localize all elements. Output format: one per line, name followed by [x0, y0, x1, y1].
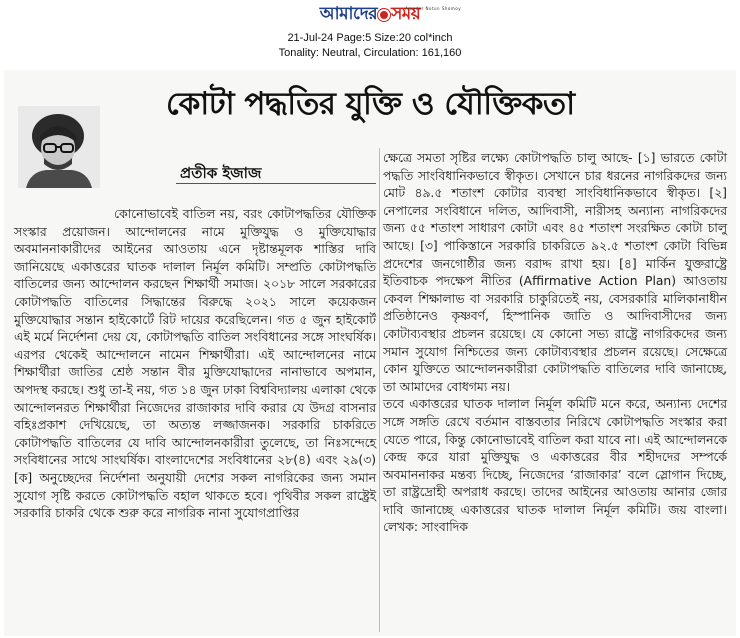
article-headline: কোটা পদ্ধতির যুক্তি ও যৌক্তিকতা — [166, 86, 575, 122]
article-paragraph: ক্ষেত্রে সমতা সৃষ্টির লক্ষ্যে কোটাপদ্ধতি চালু আছে- [১] ভারতে কোটা পদ্ধতি সাংবিধানিকভাবে স্বীকৃত। সেখানে চার ধরনের নাগরিকদের জন্য মোট ৪৯.৫ শতাংশ কোটার ব্যবস্থা সাংবিধানিকভাবে স্বীকৃত। [২] নেপালের সংবিধানে দলিত, আদিবাসী, নারীসহ অন্যান্য নাগরিকদের জন্য ৫৫ শতাংশ সাধারণ কোটা এবং ৪৫ শতাংশ সংরক্ষিত কোটা চালু আছে। [৩] পাকিস্তানে সরকারি চাকরিতে ৯২.৫ শতাংশ কোটা বিভিন্ন প্রদেশের জনগোষ্ঠীর জন্য বরাদ্দ রাখা হয়। [৪] মার্কিন যুক্তরাষ্ট্রে ইতিবাচক পদক্ষেপ নীতির (Affirmative Action Plan) আওতায় কেবল শিক্ষালাভ বা সরকারি চাকুরিতেই নয়, বেসরকারি মালিকানাধীন প্রতিষ্ঠানেও কৃষ্ণবর্ণ, হিস্পানিক জাতি ও আদিবাসীদের জন্য কোটাব্যবস্থার প্রচলন রয়েছে। যে কোনো সভ্য রাষ্ট্রে নাগরিকদের জন্য সমান সুযোগ নিশ্চিতের জন্য কোটাব্যবস্থার প্রচলন রয়েছে। সেক্ষেত্রে কোন যুক্তিতে আন্দোলনকারীরা কোটাপদ্ধতি বাতিলের দাবি জানাচ্ছে, তা আমাদের বোধগম্য নয়। — [383, 151, 727, 394]
article-column-left — [14, 206, 376, 523]
logo-text-left: আমাদের — [319, 4, 378, 24]
byline-divider — [176, 183, 376, 184]
clip-meta-date-page: 21-Jul-24 Page:5 Size:20 col*inch — [287, 32, 453, 44]
article-author: প্রতীক ইজাজ — [180, 164, 262, 182]
article-clipping — [4, 70, 736, 636]
article-paragraph: কোনোভাবেই বাতিল নয়, বরং কোটাপদ্ধতির যৌক্তিক সংস্কার প্রয়োজন। আন্দোলনের নামে মুক্তিযুদ্ধ ও মুক্তিযোদ্ধার অবমাননাকারীদের আইনের আওতায় এনে দৃষ্টান্তমূলক শাস্তির দাবি জানিয়েছে একাত্তরের ঘাতক দালাল নির্মূল কমিটি। সম্প্রতি কোটাপদ্ধতি বাতিলের জন্য আন্দোলন করছেন শিক্ষার্থী সমাজ। ২০১৮ সালে সরকারের কোটাপদ্ধতি বাতিলের সিদ্ধান্তের বিরুদ্ধে ২০২১ সালে কয়েকজন মুক্তিযোদ্ধার সন্তান হাইকোর্টে রিট দায়ের করেছিলেন। গত ৫ জুন হাইকোর্ট এই মর্মে নির্দেশনা দেয় যে, কোটাপদ্ধতি বাতিল সংবিধানের সঙ্গে সাংঘর্ষিক। এরপর থেকেই আন্দোলনে নামেন শিক্ষার্থীরা। এই আন্দোলনের নামে শিক্ষার্থীরা জাতির শ্রেষ্ঠ সন্তান বীর মুক্তিযোদ্ধাদের নানাভাবে অপমান, অপদস্থ করছে। শুধু তা-ই নয়, গত ১৪ জুন ঢাকা বিশ্ববিদ্যালয় এলাকা থেকে আন্দোলনরত শিক্ষার্থীরা নিজেদের রাজাকার দাবি করার যে উদগ্র বাসনার বহিঃপ্রকাশ দেখিয়েছে, তা অত্যন্ত লজ্জাজনক। সরকারি চাকরিতে কোটাপদ্ধতি বাতিলের যে দাবি আন্দোলনকারীরা তুলেছে, তা নিঃসন্দেহে সংবিধানের সাথে সাংঘর্ষিক। বাংলাদেশের সংবিধানের ২৮(৪) এবং ২৯(৩) [ক] অনুচ্ছেদের নির্দেশনা অনুযায়ী দেশের সকল নাগরিকের জন্য সমান সুযোগ সৃষ্টি করতে কোটাপদ্ধতি বহাল থাকতে হবে। পৃথিবীর সকল রাষ্ট্রেই সরকারি চাকরি থেকে শুরু করে নাগরিক নানা সুযোগপ্রাপ্তির — [14, 207, 376, 521]
logo-dot-icon — [378, 9, 390, 21]
article-column-right — [383, 150, 727, 537]
column-divider — [379, 148, 380, 632]
author-portrait-icon — [18, 106, 100, 188]
logo-text-right: সময় — [391, 4, 421, 24]
article-paragraph: তবে একাত্তরের ঘাতক দালাল নির্মূল কমিটি মনে করে, অন্যান্য দেশের সঙ্গে সঙ্গতি রেখে বর্তমান বাস্তবতার নিরিখে কোটাপদ্ধতি সংস্কার করা যেতে পারে, কিন্তু কোনোভাবেই বাতিল করা যাবে না। এই আন্দোলনকে কেন্দ্র করে যারা মুক্তিযুদ্ধ ও একাত্তরের বীর শহীদদের সম্পর্কে অবমাননাকর মন্তব্য দিচ্ছে, নিজেদের ‘রাজাকার’ বলে স্লোগান দিচ্ছে, তা রাষ্ট্রদ্রোহী অপরাধ করছে। তাদের আইনের আওতায় আনার জোর দাবি জানাচ্ছে একাত্তরের ঘাতক দালাল নির্মূল কমিটি। জয় বাংলা। লেখক: সাংবাদিক — [383, 397, 727, 535]
masthead-tagline: Amader Notun Shomoy — [405, 6, 462, 11]
author-photo — [18, 106, 100, 188]
clip-meta-tonality: Tonality: Neutral, Circulation: 161,160 — [278, 47, 462, 59]
masthead — [0, 4, 740, 25]
